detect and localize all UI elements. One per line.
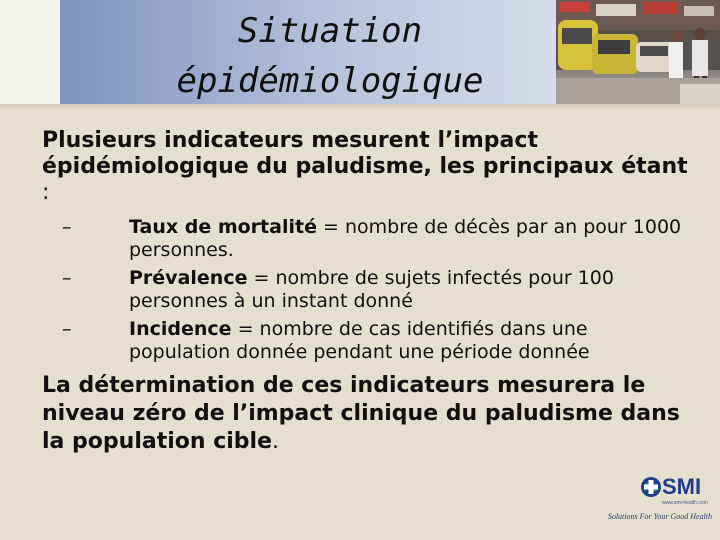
slide-header xyxy=(0,0,720,106)
bullet-dash: – xyxy=(62,318,72,340)
logo-wordmark: SMI xyxy=(662,474,702,499)
intro-paragraph xyxy=(42,128,692,206)
bullet-term: Taux de mortalité xyxy=(129,216,317,238)
conclusion-text: La détermination de ces indicateurs mesurera le niveau zéro de l’impact clinique du paludisme dans la population cible xyxy=(42,373,680,454)
header-divider xyxy=(0,104,720,110)
bullet-term: Incidence xyxy=(129,318,232,340)
list-item xyxy=(42,216,692,261)
slide-title xyxy=(120,6,540,106)
logo-tagline: Solutions For Your Good Health xyxy=(607,512,712,521)
slide-title-line-2: épidémiologique xyxy=(176,61,484,101)
globe-cross-icon xyxy=(640,476,662,498)
bullet-text: = nombre de cas identifiés dans une population donnée pendant une période donnée xyxy=(129,318,590,363)
bullet-term: Prévalence xyxy=(129,267,248,289)
conclusion-paragraph xyxy=(42,372,692,456)
slide-title-line-1: Situation xyxy=(237,11,423,51)
indicator-list xyxy=(42,216,692,363)
intro-text: Plusieurs indicateurs mesurent l’impact épidémiologique du paludisme, les principaux étant xyxy=(42,128,688,179)
slide-body xyxy=(42,128,692,456)
list-item xyxy=(42,267,692,312)
smi-logo xyxy=(604,476,712,528)
bullet-dash: – xyxy=(62,216,72,238)
conclusion-period: . xyxy=(272,429,279,454)
street-photo-illustration xyxy=(556,0,720,104)
list-item xyxy=(42,318,692,363)
bullet-text: = nombre de décès par an pour 1000 personnes. xyxy=(129,216,682,261)
logo-url: www.smi-health.com xyxy=(662,500,708,506)
street-photo xyxy=(556,0,720,104)
intro-colon: : xyxy=(42,180,50,205)
bullet-dash: – xyxy=(62,267,72,289)
bullet-text: = nombre de sujets infectés pour 100 personnes à un instant donné xyxy=(129,267,614,312)
